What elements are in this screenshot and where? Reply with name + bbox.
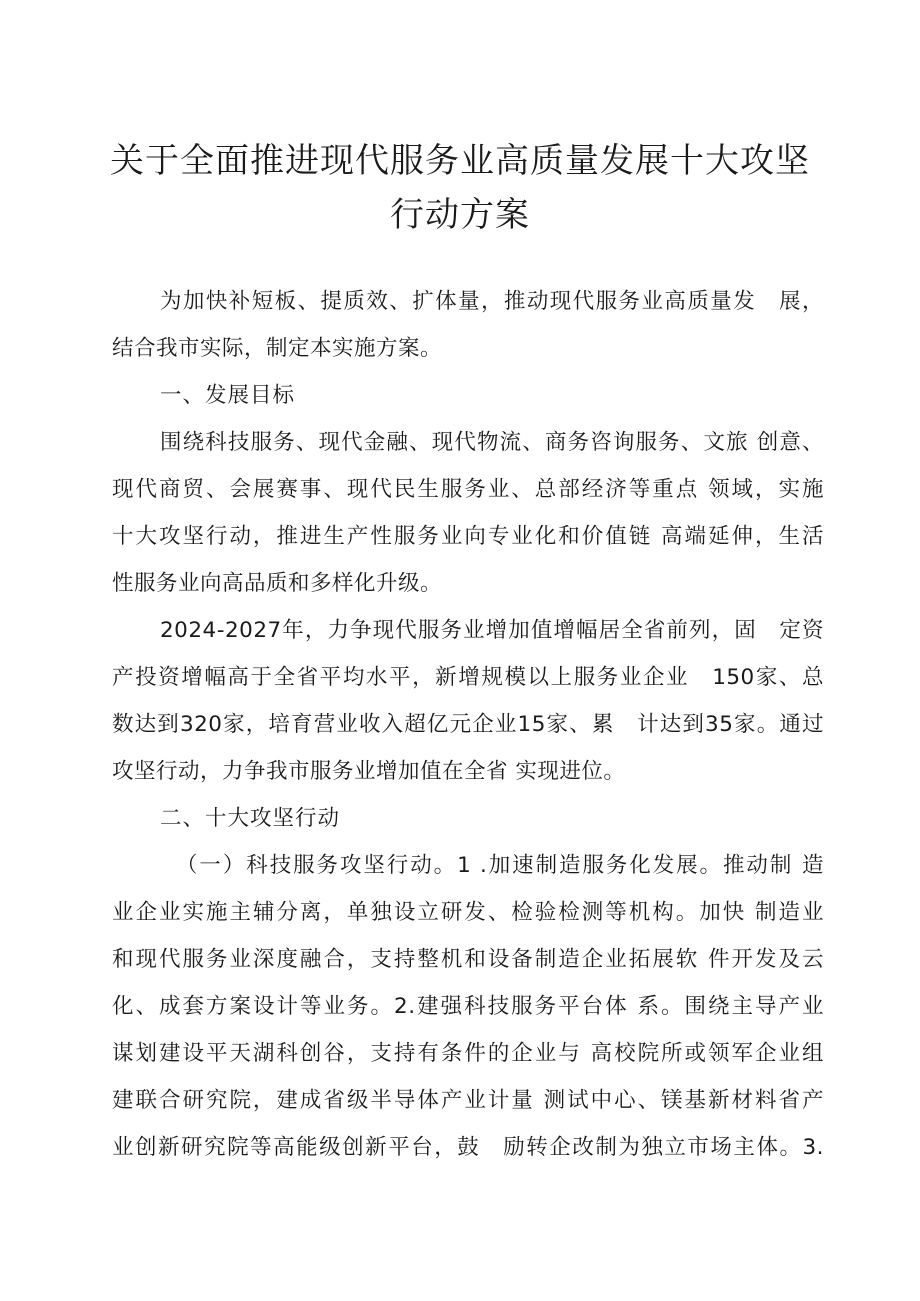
document-title-line-2: 行动方案	[390, 195, 530, 235]
paragraph-line: 和现代服务业深度融合，支持整机和设备制造企业拓展软 件开发及云	[112, 947, 824, 972]
paragraph-line: 业企业实施主辅分离，单独设立研发、检验检测等机构。加快 制造业	[112, 900, 824, 925]
paragraph-line: 现代商贸、会展赛事、现代民生服务业、总部经济等重点 领域，实施	[112, 477, 824, 502]
intro-line: 结合我市实际，制定本实施方案。	[112, 336, 443, 361]
paragraph-line: 业创新研究院等高能级创新平台，鼓 励转企改制为独立市场主体。3.	[112, 1135, 824, 1160]
paragraph-line: （一）科技服务攻坚行动。1 .加速制造服务化发展。推动制 造	[176, 853, 824, 878]
paragraph-line: 十大攻坚行动，推进生产性服务业向专业化和价值链 高端延伸，生活	[112, 524, 824, 549]
paragraph-line: 产投资增幅高于全省平均水平，新增规模以上服务业企业 150家、总	[112, 665, 824, 690]
document-title-line-1: 关于全面推进现代服务业高质量发展十大攻坚	[110, 141, 810, 181]
paragraph-line: 建联合研究院，建成省级半导体产业计量 测试中心、镁基新材料省产	[112, 1088, 824, 1113]
paragraph-line: 围绕科技服务、现代金融、现代物流、商务咨询服务、文旅 创意、	[160, 430, 824, 455]
paragraph-line: 化、成套方案设计等业务。2.建强科技服务平台体 系。围绕主导产业	[112, 994, 824, 1019]
paragraph-line: 攻坚行动，力争我市服务业增加值在全省 实现进位。	[112, 759, 626, 784]
section-heading-actions: 二、十大攻坚行动	[160, 806, 341, 831]
paragraph-line: 2024-2027年，力争现代服务业增加值增幅居全省前列，固 定资	[160, 618, 824, 643]
section-heading-goals: 一、发展目标	[160, 383, 296, 408]
paragraph-line: 数达到320家，培育营业收入超亿元企业15家、累 计达到35家。通过	[112, 712, 824, 737]
intro-line: 为加快补短板、提质效、扩体量，推动现代服务业高质量发 展，	[160, 289, 824, 314]
paragraph-line: 谋划建设平天湖科创谷，支持有条件的企业与 高校院所或领军企业组	[112, 1041, 824, 1066]
paragraph-line: 性服务业向高品质和多样化升级。	[112, 571, 443, 596]
